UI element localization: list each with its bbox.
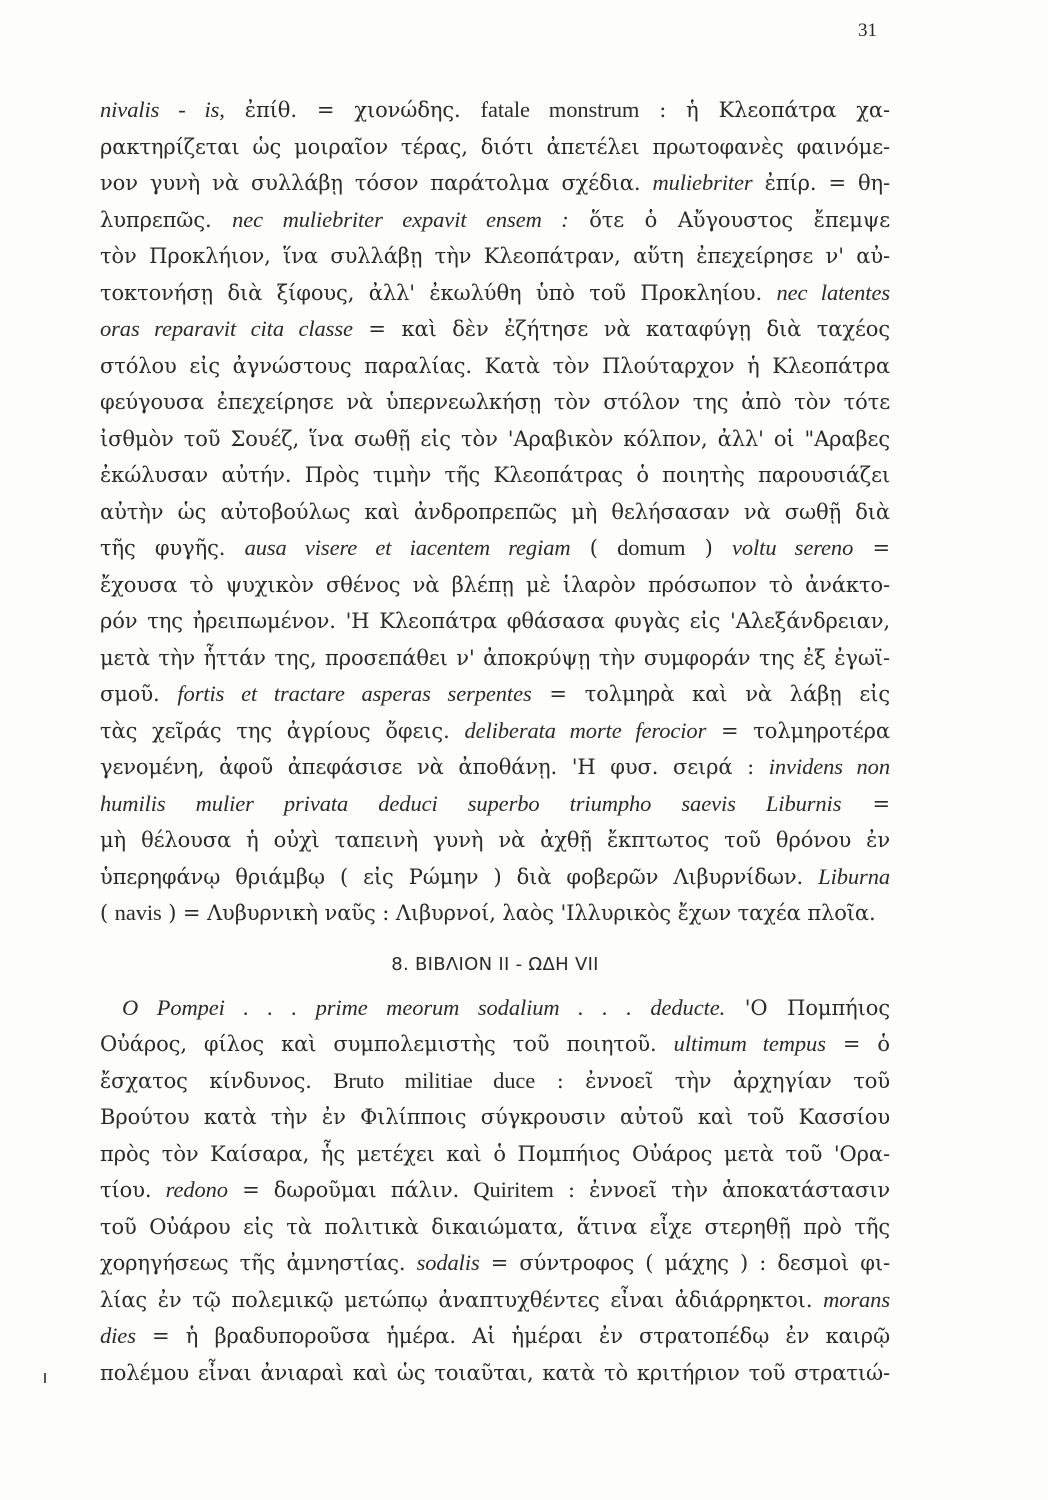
latin-phrase: Bruto militiae duce bbox=[333, 1067, 536, 1093]
text-line bbox=[100, 457, 890, 494]
text-line bbox=[100, 1209, 890, 1246]
section-heading: 8. ΒΙΒΛΙΟΝ ΙΙ - ΩΔΗ VII bbox=[391, 953, 599, 975]
text-line bbox=[100, 1099, 890, 1136]
greek-text: ( bbox=[100, 901, 115, 925]
greek-text: = τολμηρὰ καὶ νὰ λάβῃ εἰς bbox=[531, 682, 890, 706]
greek-text: : ἡ Κλεοπάτρα χα- bbox=[639, 98, 890, 122]
latin-phrase: humilis mulier privata deduci superbo triumpho saevis Liburnis bbox=[100, 790, 842, 816]
text-line bbox=[100, 786, 890, 823]
greek-text: Οὐάρος, φίλος καὶ συμπολεμιστὴς τοῦ ποιητοῦ. bbox=[100, 1032, 674, 1056]
text-line bbox=[100, 92, 890, 129]
text-line bbox=[100, 713, 890, 750]
greek-text: χορηγήσεως τῆς ἀμνηστίας. bbox=[100, 1251, 417, 1275]
greek-text: = σύντροφος ( μάχης ) : δεσμοὶ φι- bbox=[479, 1251, 890, 1275]
text-line bbox=[100, 311, 890, 348]
text-line bbox=[100, 275, 890, 312]
latin-phrase: oras reparavit cita classe bbox=[100, 316, 353, 341]
greek-text: αὐτὴν ὡς αὐτοβούλως καὶ ἀνδροπρεπῶς μὴ θελήσασαν νὰ σωθῇ διὰ bbox=[100, 499, 890, 524]
greek-text: γενομένη, ἀφοῦ ἀπεφάσισε νὰ ἀποθάνῃ. 'Η φυσ. σειρά : bbox=[100, 755, 769, 779]
latin-phrase: ultimum tempus bbox=[673, 1031, 826, 1056]
greek-text: ἐπίρ. = θη- bbox=[752, 171, 890, 195]
text-line bbox=[100, 1026, 890, 1063]
commentary-section-ode-6 bbox=[100, 92, 890, 932]
greek-text: πρὸς τὸν Καίσαρα, ἧς μετέχει καὶ ὁ Πομπήιος Οὐάρος μετὰ τοῦ 'Ορα- bbox=[100, 1141, 890, 1166]
latin-phrase: fatale monstrum bbox=[480, 97, 640, 122]
greek-text: Βρούτου κατὰ τὴν ἐν Φιλίπποις σύγκρουσιν αὐτοῦ καὶ τοῦ Κασσίου bbox=[100, 1105, 890, 1129]
text-line bbox=[100, 822, 890, 859]
text-line bbox=[100, 530, 890, 567]
latin-phrase: ausa visere et iacentem regiam bbox=[244, 535, 571, 560]
greek-text: ἐκώλυσαν αὐτήν. Πρὸς τιμὴν τῆς Κλεοπάτρας ὁ ποιητὴς παρουσιάζει bbox=[100, 463, 890, 487]
greek-text: ρακτηρίζεται ὡς μοιραῖον τέρας, διότι ἀπετέλει πρωτοφανὲς φαινόμε- bbox=[100, 134, 890, 159]
latin-phrase: Quiritem bbox=[473, 1177, 554, 1202]
text-line bbox=[100, 1172, 890, 1209]
text-line bbox=[100, 202, 890, 239]
latin-phrase: fortis et tractare asperas serpentes bbox=[177, 681, 532, 706]
text-line bbox=[100, 238, 890, 275]
text-line bbox=[100, 1318, 890, 1355]
text-line bbox=[100, 1245, 890, 1282]
greek-text: τῆς φυγῆς. bbox=[100, 536, 245, 560]
text-line bbox=[100, 384, 890, 421]
text-line bbox=[100, 895, 890, 932]
greek-text: : ἐννοεῖ τὴν ἀρχηγίαν τοῦ bbox=[535, 1068, 891, 1093]
greek-text: = ὁ bbox=[825, 1032, 890, 1056]
greek-text: σμοῦ. bbox=[100, 682, 178, 706]
greek-text: ) bbox=[685, 536, 732, 560]
greek-text: τίου. bbox=[100, 1178, 166, 1202]
latin-phrase: invidens non bbox=[768, 754, 890, 779]
greek-text: 'Ο Πομπήιος bbox=[725, 995, 890, 1020]
latin-phrase: dies bbox=[100, 1323, 136, 1348]
greek-text: = τολμηροτέρα bbox=[706, 718, 891, 743]
text-line bbox=[100, 859, 890, 896]
greek-text: τὸν Προκλήιον, ἵνα συλλάβῃ τὴν Κλεοπάτραν, αὕτη ἐπεχείρησε ν' αὐ- bbox=[100, 244, 890, 268]
latin-phrase: morans bbox=[823, 1286, 890, 1312]
greek-text: = δωροῦμαι πάλιν. bbox=[227, 1178, 474, 1202]
greek-text: τὰς χεῖράς της ἀγρίους ὄφεις. bbox=[100, 718, 465, 743]
greek-text: στόλου εἰς ἀγνώστους παραλίας. Κατὰ τὸν Πλούταρχον ἡ Κλεοπάτρα bbox=[100, 353, 890, 378]
text-line bbox=[100, 494, 890, 531]
greek-text: ὑπερηφάνῳ θριάμβῳ ( εἰς Ρώμην ) διὰ φοβερῶν Λιβυρνίδων. bbox=[100, 864, 819, 889]
text-line bbox=[100, 165, 890, 202]
greek-text: τοκτονήσῃ διὰ ξίφους, ἀλλ' ἐκωλύθη ὑπὸ τοῦ Προκληίου. bbox=[100, 280, 777, 305]
latin-phrase: O Pompei . . . prime meorum sodalium . . . deducte. bbox=[122, 994, 726, 1020]
text-line bbox=[100, 129, 890, 166]
document-body bbox=[100, 92, 890, 1391]
latin-phrase: nivalis - is, bbox=[100, 97, 225, 122]
latin-phrase: redono bbox=[165, 1177, 228, 1202]
latin-phrase: nec muliebriter expavit ensem : bbox=[232, 206, 569, 232]
text-line bbox=[100, 749, 890, 786]
text-line bbox=[100, 640, 890, 677]
greek-text: ἐπίθ. = χιονώδης. bbox=[224, 98, 481, 122]
latin-phrase: Liburna bbox=[818, 863, 890, 889]
greek-text: = ἡ βραδυποροῦσα ἡμέρα. Αἱ ἡμέραι ἐν στρατοπέδῳ ἐν καιρῷ bbox=[135, 1324, 890, 1348]
text-line bbox=[100, 1282, 890, 1319]
text-line bbox=[100, 990, 890, 1027]
latin-phrase: domum bbox=[617, 535, 686, 560]
greek-text: ἰσθμὸν τοῦ Σουέζ, ἵνα σωθῇ εἰς τὸν 'Αραβικὸν κόλπον, ἀλλ' οἱ "Αραβες bbox=[100, 426, 890, 451]
greek-text: ) = Λυβυρνικὴ ναῦς : Λιβυρνοί, λαὸς 'Ιλλυρικὸς ἔχων ταχέα πλοῖα. bbox=[161, 901, 876, 925]
greek-text: ἔσχατος κίνδυνος. bbox=[100, 1068, 334, 1093]
text-line bbox=[100, 421, 890, 458]
text-line bbox=[100, 567, 890, 604]
margin-mark bbox=[44, 1373, 46, 1383]
greek-text: λίας ἐν τῷ πολεμικῷ μετώπῳ ἀναπτυχθέντες εἶναι ἀδιάρρηκτοι. bbox=[100, 1287, 824, 1312]
latin-phrase: deliberata morte ferocior bbox=[464, 717, 707, 743]
greek-text: μετὰ τὴν ἧττάν της, προσεπάθει ν' ἀποκρύψῃ τὴν συμφοράν της ἐξ ἐγωϊ- bbox=[100, 645, 890, 670]
greek-text: = bbox=[841, 791, 890, 816]
greek-text: τοῦ Οὐάρου εἰς τὰ πολιτικὰ δικαιώματα, ἅτινα εἶχε στερηθῇ πρὸ τῆς bbox=[100, 1214, 890, 1239]
latin-phrase: sodalis bbox=[416, 1250, 480, 1275]
text-line bbox=[100, 348, 890, 385]
greek-text: μὴ θέλουσα ἡ οὐχὶ ταπεινὴ γυνὴ νὰ ἀχθῇ ἔκπτωτος τοῦ θρόνου ἐν bbox=[100, 828, 890, 852]
greek-text: φεύγουσα ἐπεχείρησε νὰ ὑπερνεωλκήσῃ τὸν στόλον της ἀπὸ τὸν τότε bbox=[100, 390, 890, 414]
latin-phrase: nec latentes bbox=[776, 279, 890, 305]
greek-text: νον γυνὴ νὰ συλλάβῃ τόσον παράτολμα σχέδια. bbox=[100, 171, 653, 195]
text-line bbox=[100, 1063, 890, 1100]
greek-text: λυπρεπῶς. bbox=[100, 207, 233, 232]
text-line bbox=[100, 1136, 890, 1173]
text-line bbox=[100, 676, 890, 713]
latin-phrase: muliebriter bbox=[652, 170, 753, 195]
greek-text: = καὶ δὲν ἐζήτησε νὰ καταφύγῃ διὰ ταχέος bbox=[352, 317, 890, 341]
greek-text: ρόν της ἠρειπωμένον. 'Η Κλεοπάτρα φθάσασα φυγὰς εἰς 'Αλεξάνδρειαν, bbox=[100, 609, 890, 633]
text-line bbox=[100, 1355, 890, 1392]
greek-text: ( bbox=[570, 536, 618, 560]
greek-text: = bbox=[853, 536, 890, 560]
latin-phrase: voltu sereno bbox=[731, 535, 854, 560]
latin-phrase: navis bbox=[114, 900, 162, 925]
greek-text: : ἐννοεῖ τὴν ἀποκατάστασιν bbox=[553, 1178, 890, 1202]
greek-text: πολέμου εἶναι ἀνιαραὶ καὶ ὡς τοιαῦται, κατὰ τὸ κριτήριον τοῦ στρατιώ- bbox=[100, 1360, 890, 1385]
commentary-section-ode-7 bbox=[100, 990, 890, 1392]
page-number: 31 bbox=[858, 20, 877, 41]
greek-text: ἔχουσα τὸ ψυχικὸν σθένος νὰ βλέπῃ μὲ ἱλαρὸν πρόσωπον τὸ ἀνάκτο- bbox=[100, 572, 890, 597]
greek-text: ὅτε ὁ Αὔγουστος ἔπεμψε bbox=[568, 207, 890, 232]
text-line bbox=[100, 603, 890, 640]
